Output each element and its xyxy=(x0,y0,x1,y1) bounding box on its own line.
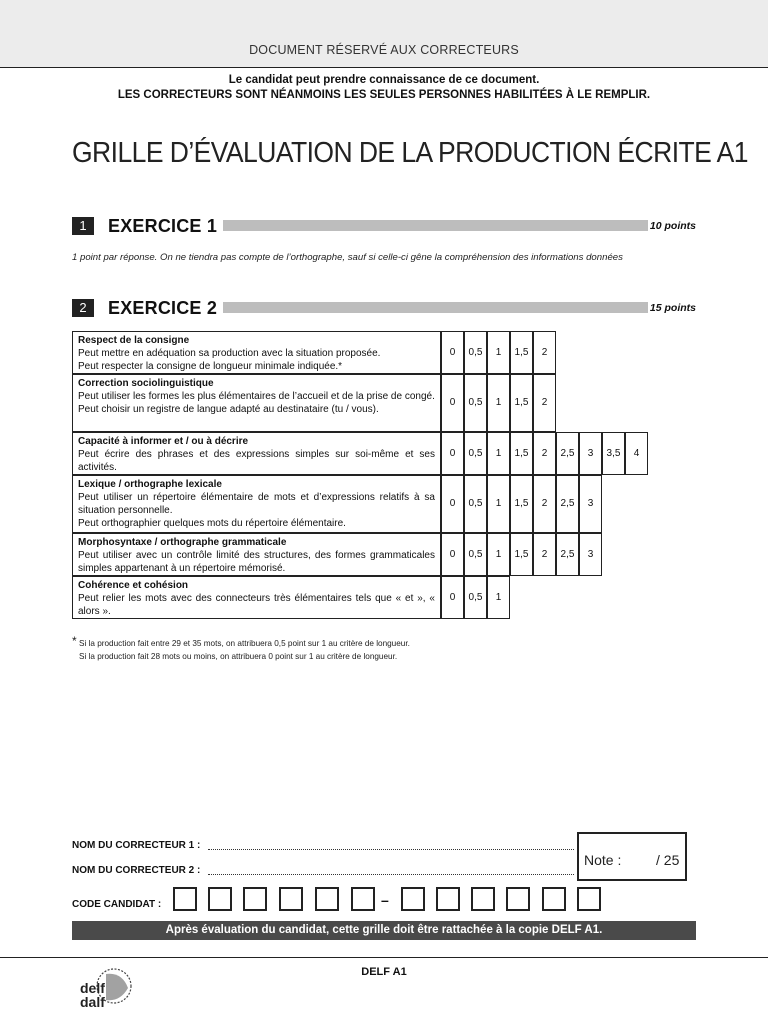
corrector-1-field[interactable] xyxy=(208,849,574,850)
code-box-10[interactable] xyxy=(506,887,530,911)
notice-line-1: Le candidat peut prendre connaissance de ce document. xyxy=(228,74,540,86)
footnote-line-1: Si la production fait entre 29 et 35 mots, on attribuera 0,5 point sur 1 au critère de longueur. xyxy=(79,639,410,648)
score-cell[interactable]: 0,5 xyxy=(464,533,487,576)
score-cell[interactable]: 0 xyxy=(441,533,464,576)
code-box-11[interactable] xyxy=(542,887,566,911)
exercise-1-header xyxy=(72,215,696,237)
score-cell[interactable]: 0 xyxy=(441,374,464,432)
code-box-2[interactable] xyxy=(208,887,232,911)
criterion-6 xyxy=(72,576,441,619)
score-cell[interactable]: 2 xyxy=(533,331,556,374)
score-cell[interactable]: 2,5 xyxy=(556,432,579,475)
delf-dalf-logo xyxy=(76,962,136,1012)
score-cell[interactable]: 0,5 xyxy=(464,432,487,475)
code-box-3[interactable] xyxy=(243,887,267,911)
candidate-notice xyxy=(0,73,768,103)
corrector-1-label: NOM DU CORRECTEUR 1 : xyxy=(72,840,201,851)
criterion-description: Peut mettre en adéquation sa production avec la situation proposée. xyxy=(78,348,381,359)
criterion-description-2: Peut respecter la consigne de longueur minimale indiquée.* xyxy=(78,361,343,372)
criterion-title: Correction sociolinguistique xyxy=(78,378,214,389)
exercise-1-points: 10 points xyxy=(649,220,696,232)
score-cell[interactable]: 1,5 xyxy=(510,432,533,475)
criterion-description: Peut écrire des phrases et des expressions simples sur soi-même et ses activités. xyxy=(78,449,435,473)
candidate-code-dash: – xyxy=(381,892,389,908)
exercise-1-note: 1 point par réponse. On ne tiendra pas compte de l’orthographe, sauf si celle-ci gêne la compréhension des informations données xyxy=(72,252,623,263)
criterion-title: Morphosyntaxe / orthographe grammaticale xyxy=(78,537,287,548)
criterion-3 xyxy=(72,432,441,475)
note-total: / 25 xyxy=(656,852,680,868)
footnote-line-2: Si la production fait 28 mots ou moins, on attribuera 0 point sur 1 au critère de longueur. xyxy=(79,652,398,661)
criterion-2 xyxy=(72,374,441,432)
page-header-band xyxy=(0,0,768,68)
exercise-2-header xyxy=(72,297,696,319)
criterion-5 xyxy=(72,533,441,576)
criterion-4 xyxy=(72,475,441,533)
footnote xyxy=(72,634,410,663)
code-box-8[interactable] xyxy=(436,887,460,911)
score-cell[interactable]: 1,5 xyxy=(510,374,533,432)
score-cell[interactable]: 0 xyxy=(441,432,464,475)
exercise-1-bar xyxy=(223,220,648,231)
code-box-1[interactable] xyxy=(173,887,197,911)
score-cell[interactable]: 3,5 xyxy=(602,432,625,475)
footer-exam-name: DELF A1 xyxy=(361,966,407,978)
code-box-6[interactable] xyxy=(351,887,375,911)
exercise-2-number: 2 xyxy=(72,299,94,317)
score-cell[interactable]: 4 xyxy=(625,432,648,475)
score-cell[interactable]: 3 xyxy=(579,475,602,533)
criterion-1 xyxy=(72,331,441,374)
criterion-description: Peut utiliser les formes les plus élémentaires de l’accueil et de la prise de congé. xyxy=(78,391,435,402)
note-label: Note : xyxy=(584,852,622,868)
score-cell[interactable]: 0,5 xyxy=(464,576,487,619)
score-cell[interactable]: 2 xyxy=(533,533,556,576)
corrector-2-label: NOM DU CORRECTEUR 2 : xyxy=(72,865,201,876)
criterion-description: Peut relier les mots avec des connecteurs très élémentaires tels que « et », « alors ». xyxy=(78,593,435,617)
score-cell[interactable]: 2,5 xyxy=(556,475,579,533)
attachment-instruction: Après évaluation du candidat, cette grille doit être rattachée à la copie DELF A1. xyxy=(72,921,696,940)
criterion-title: Respect de la consigne xyxy=(78,335,190,346)
candidate-code-label: CODE CANDIDAT : xyxy=(72,899,162,910)
score-cell[interactable]: 0 xyxy=(441,331,464,374)
criterion-title: Capacité à informer et / ou à décrire xyxy=(78,436,249,447)
score-cell[interactable]: 1,5 xyxy=(510,475,533,533)
score-cell[interactable]: 2,5 xyxy=(556,533,579,576)
score-cell[interactable]: 3 xyxy=(579,533,602,576)
logo-line-2: dalf xyxy=(80,994,105,1010)
score-cell[interactable]: 1 xyxy=(487,533,510,576)
code-box-5[interactable] xyxy=(315,887,339,911)
score-cell[interactable]: 0 xyxy=(441,576,464,619)
score-cell[interactable]: 0,5 xyxy=(464,331,487,374)
code-box-12[interactable] xyxy=(577,887,601,911)
criterion-title: Cohérence et cohésion xyxy=(78,580,189,591)
notice-line-2: LES CORRECTEURS SONT NÉANMOINS LES SEULES PERSONNES HABILITÉES À LE REMPLIR. xyxy=(117,89,651,101)
score-cell[interactable]: 2 xyxy=(533,374,556,432)
score-cell[interactable]: 1,5 xyxy=(510,533,533,576)
exercise-2-points: 15 points xyxy=(649,302,696,314)
exercise-2-bar xyxy=(223,302,648,313)
corrector-2-field[interactable] xyxy=(208,874,574,875)
score-cell[interactable]: 3 xyxy=(579,432,602,475)
criterion-description: Peut utiliser un répertoire élémentaire de mots et d’expressions relatifs à sa situation personnelle. xyxy=(78,492,435,516)
criterion-description: Peut utiliser avec un contrôle limité des structures, des formes grammaticales simples appartenant à un répertoire mémorisé. xyxy=(78,550,435,574)
score-cell[interactable]: 2 xyxy=(533,432,556,475)
criterion-title: Lexique / orthographe lexicale xyxy=(78,479,222,490)
score-cell[interactable]: 0 xyxy=(441,475,464,533)
header-text: DOCUMENT RÉSERVÉ AUX CORRECTEURS xyxy=(249,43,519,57)
score-cell[interactable]: 1 xyxy=(487,475,510,533)
exercise-1-label: EXERCICE 1 xyxy=(108,216,218,236)
criterion-description-2: Peut orthographier quelques mots du répertoire élémentaire. xyxy=(78,518,346,529)
score-cell[interactable]: 1,5 xyxy=(510,331,533,374)
criterion-description-2: Peut choisir un registre de langue adapté au destinataire (tu / vous). xyxy=(78,404,379,415)
page-title: GRILLE D’ÉVALUATION DE LA PRODUCTION ÉCRITE A1 xyxy=(72,137,748,169)
exercise-2-label: EXERCICE 2 xyxy=(108,298,218,318)
score-cell[interactable]: 1 xyxy=(487,576,510,619)
footnote-star: * xyxy=(72,634,77,648)
score-cell[interactable]: 1 xyxy=(487,331,510,374)
footer-divider xyxy=(0,957,768,958)
note-box[interactable] xyxy=(577,832,687,881)
score-cell[interactable]: 1 xyxy=(487,432,510,475)
score-cell[interactable]: 0,5 xyxy=(464,475,487,533)
code-box-7[interactable] xyxy=(401,887,425,911)
code-box-4[interactable] xyxy=(279,887,303,911)
logo-line-1: delf xyxy=(80,980,105,996)
code-box-9[interactable] xyxy=(471,887,495,911)
score-cell[interactable]: 1 xyxy=(487,374,510,432)
exercise-1-number: 1 xyxy=(72,217,94,235)
score-cell[interactable]: 0,5 xyxy=(464,374,487,432)
score-cell[interactable]: 2 xyxy=(533,475,556,533)
